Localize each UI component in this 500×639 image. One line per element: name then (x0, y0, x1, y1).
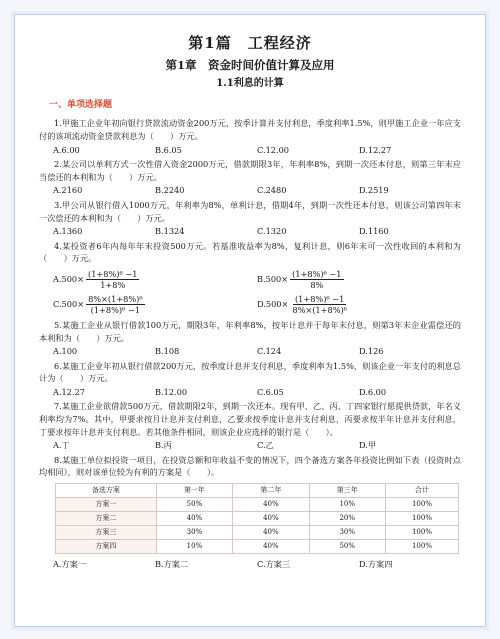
formula-option (257, 269, 461, 290)
fraction (86, 269, 139, 290)
denominator: (1+8%)⁶ −1 (90, 304, 141, 315)
option: B.108 (155, 346, 180, 357)
option: D.2519 (359, 185, 389, 196)
question-7-options (53, 439, 461, 452)
option: B.2240 (155, 185, 185, 196)
question-3-options (53, 225, 461, 238)
numerator: (1+8%)⁶ −1 (88, 268, 138, 279)
part-title: 第1篇 工程经济 (188, 34, 312, 52)
denominator: 1+8% (100, 279, 126, 290)
table-row (56, 498, 459, 512)
formula-option (53, 269, 257, 290)
formula-prefix: D.500× (257, 299, 289, 310)
table-cell: 40% (233, 526, 309, 540)
table-cell: 10% (309, 498, 385, 512)
formula-prefix: C.500× (53, 299, 85, 310)
table-cell: 40% (233, 512, 309, 526)
option: B.丙 (155, 440, 172, 451)
table-cell: 10% (156, 540, 232, 554)
table-cell: 100% (385, 526, 458, 540)
option: C.6.05 (257, 386, 284, 397)
document-page (15, 15, 485, 571)
table-header: 第二年 (233, 484, 309, 498)
table-cell: 40% (156, 512, 232, 526)
option: D.6.00 (359, 386, 387, 397)
table-cell: 30% (156, 526, 232, 540)
question-6-text: 6.某施工企业年初从银行借款200万元，按季度计息并支付利息，季度利率为1.5%，则该企业一年支付的利息总计为（ ）万元。 (39, 360, 461, 384)
question-4-text: 4.某投资者6年内每年年末投资500万元。若基准收益率为8%，复利计息，则6年末可一次性收回的本利和为（ ）万元。 (39, 240, 461, 264)
numerator: 8%×(1+8%)⁶ (88, 293, 143, 304)
table-cell: 30% (309, 526, 385, 540)
section-heading: 一、单项选择题 (49, 99, 113, 110)
table-row (56, 526, 459, 540)
table-row (56, 540, 459, 554)
table-cell: 100% (385, 540, 458, 554)
investment-ratio-table (55, 483, 459, 554)
option: C.乙 (257, 440, 274, 451)
option: B.12.00 (155, 386, 188, 397)
option: A.2160 (53, 185, 83, 196)
question-5-text: 5.某施工企业从银行借款100万元，期限3年，年利率8%，按年计息并于每年末付息，则第3年末企业需偿还的本利和为（ ）万元。 (39, 319, 461, 343)
question-6-options (53, 386, 461, 399)
table-cell: 方案二 (56, 512, 157, 526)
question-4-options-row1 (53, 269, 461, 290)
numerator: (1+8%)⁶ −1 (294, 293, 345, 304)
table-cell: 50% (309, 540, 385, 554)
question-3-text: 3.甲公司从银行借入1000万元，年利率为8%，单利计息，借期4年，到期一次性还本付息，则该公司第四年末一次偿还的本利和为（ ）万元。 (39, 199, 461, 223)
table-header: 合计 (385, 484, 458, 498)
option: C.12.00 (257, 144, 290, 155)
option: D.126 (359, 346, 384, 357)
numerator: (1+8%)⁶ −1 (292, 268, 342, 279)
question-1-options (53, 144, 461, 157)
option: C.1320 (257, 226, 287, 237)
option: A.1360 (53, 226, 83, 237)
question-5-options (53, 345, 461, 358)
option: D.1160 (359, 226, 389, 237)
table-cell: 40% (233, 498, 309, 512)
fraction (290, 294, 349, 315)
table-cell: 方案三 (56, 526, 157, 540)
table-header: 第一年 (156, 484, 232, 498)
denominator: 8% (310, 279, 324, 290)
option: C.方案三 (257, 559, 291, 570)
denominator: 8%×(1+8%)⁶ (292, 304, 347, 315)
fraction (290, 269, 343, 290)
option: D.方案四 (359, 559, 393, 570)
table-header: 备选方案 (56, 484, 157, 498)
table-header: 第三年 (309, 484, 385, 498)
table-row (56, 512, 459, 526)
option: A.丁 (53, 440, 70, 451)
formula-prefix: B.500× (257, 274, 289, 285)
question-8-options (53, 558, 461, 571)
option: B.6.05 (155, 144, 182, 155)
table-cell: 100% (385, 512, 458, 526)
fraction (86, 294, 145, 315)
option: A.12.27 (53, 386, 85, 397)
question-4-options-row2 (53, 294, 461, 315)
question-8-text: 8.某施工单位拟投资一项目，在投资总额和年收益不变的情况下，四个备选方案各年投资比例如下表（投资时点均相同），则对该单位较为有利的方案是（ ）。 (39, 454, 461, 478)
formula-option (257, 294, 461, 315)
option: D.12.27 (359, 144, 392, 155)
option: C.124 (257, 346, 282, 357)
option: A.方案一 (53, 559, 87, 570)
table-cell: 20% (309, 512, 385, 526)
chapter-title: 第1章 资金时间价值计算及应用 (165, 57, 335, 72)
table-cell: 100% (385, 498, 458, 512)
question-1-text: 1.甲施工企业年初向银行贷款流动资金200万元，按季计算并支付利息，季度利率1.5%，则甲施工企业一年应支付的该项流动资金贷款利息为（ ）万元。 (39, 118, 461, 141)
option: A.100 (53, 346, 78, 357)
table-cell: 方案四 (56, 540, 157, 554)
document-frame (14, 14, 486, 627)
option: C.2480 (257, 185, 287, 196)
formula-option (53, 294, 257, 315)
option: B.方案二 (155, 559, 189, 570)
option: D.甲 (359, 440, 377, 451)
question-2-text: 2.某公司以单利方式一次性借入资金2000万元，借款期限3年，年利率8%，到期一次还本付息，则第三年末应当偿还的本利和为（ ）万元。 (39, 159, 461, 182)
option: A.6.00 (53, 144, 80, 155)
question-2-options (53, 184, 461, 197)
table-cell: 40% (233, 540, 309, 554)
table-header-row (56, 484, 459, 498)
table-cell: 50% (156, 498, 232, 512)
formula-prefix: A.500× (53, 274, 85, 285)
question-7-text: 7.某施工企业欲借款500万元，借款期限2年，到期一次还本。现有甲、乙、丙、丁四家银行愿提供贷款，年名义利率均为7%。其中，甲要求按月计息并支付利息，乙要求按季度计息并支付利息，丙要求按半年计息并支付利息，丁要求按年计息并支付利息。若其他条件相同，则该企业应选择的银行是（ ）。 (39, 401, 461, 437)
table-cell: 方案一 (56, 498, 157, 512)
section-title: 1.1利息的计算 (216, 78, 284, 90)
option: B.1324 (155, 226, 185, 237)
